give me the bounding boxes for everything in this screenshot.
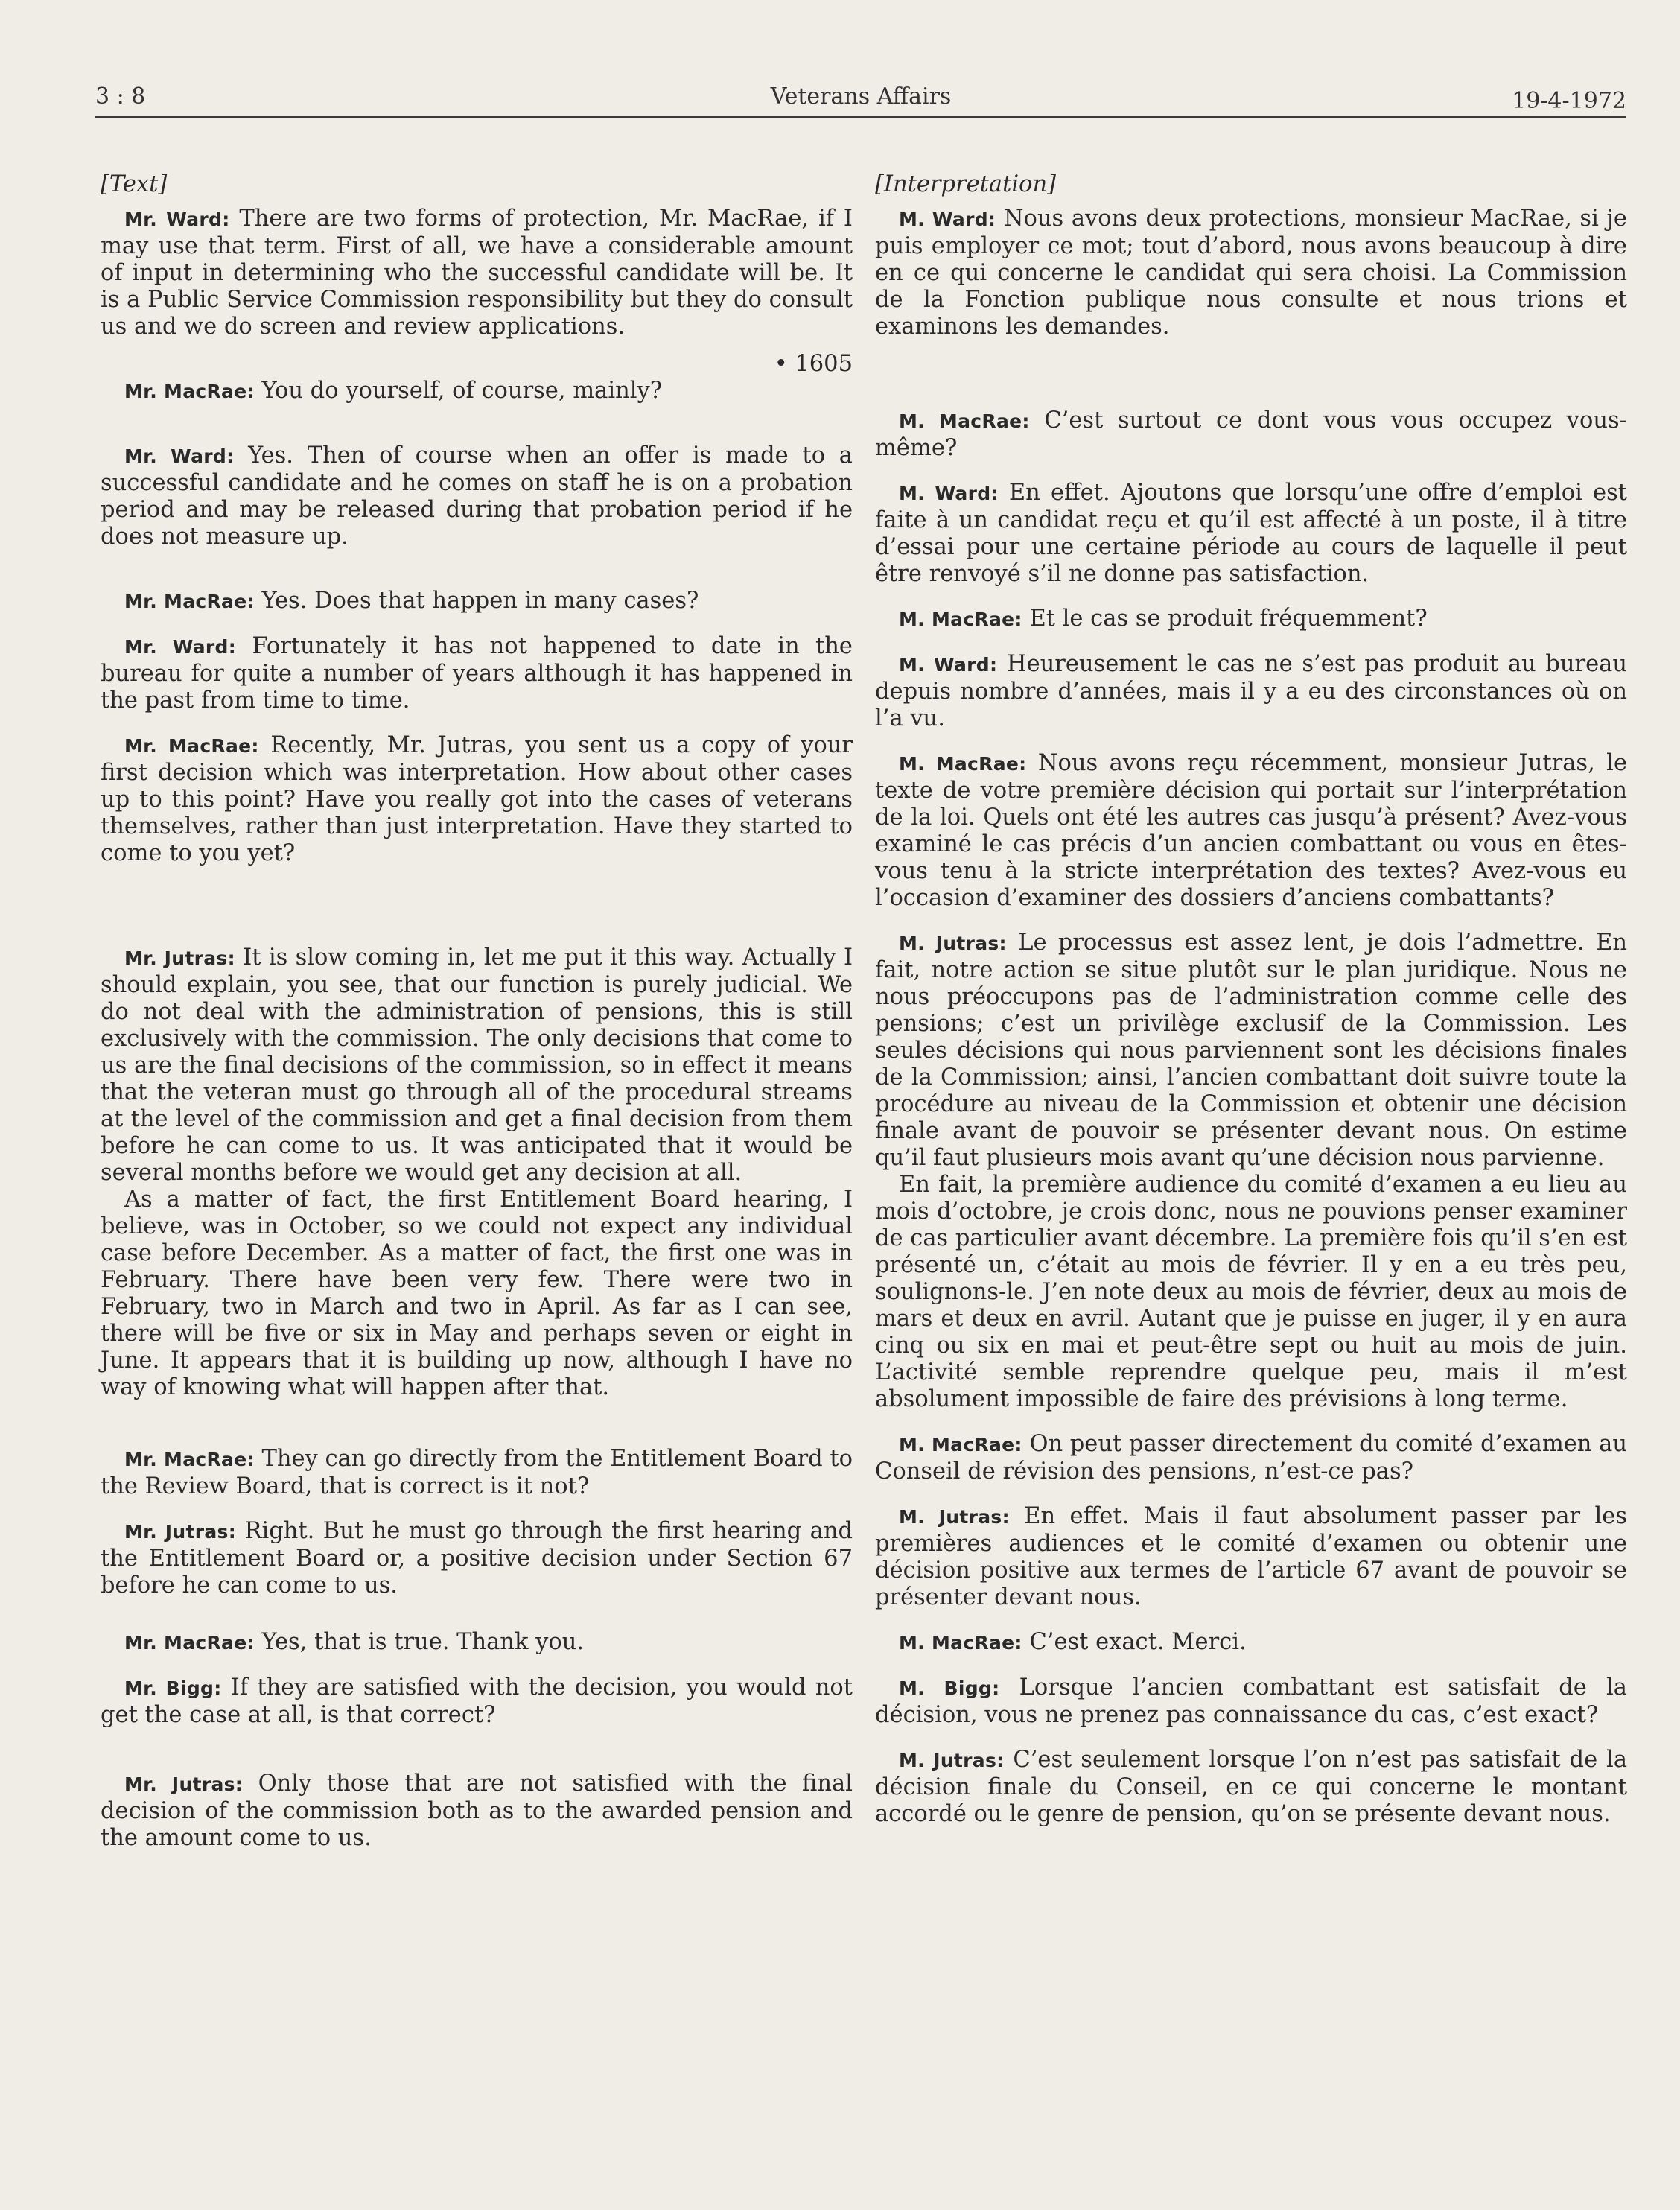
speaker-name: Mr. MacRae: (124, 591, 255, 612)
speaker-name: M. Ward: (899, 654, 998, 676)
speaker-name: M. Jutras: (899, 1506, 1010, 1528)
page-number: 3 : 8 (95, 83, 146, 109)
entry (875, 1503, 1627, 1611)
entry (875, 930, 1627, 1172)
speech-text: Lorsque l’ancien combattant est satisfait de la décision, vous ne prenez pas connaissance du cas, c’est exact? (875, 1674, 1627, 1728)
left-column-english (101, 165, 853, 2117)
speech-text: Right. But he must go through the first hearing and the Entitlement Board or, a positive decision under Section 67 before he can come to us. (101, 1518, 853, 1598)
entry (101, 1771, 853, 1852)
continuation-paragraph: As a matter of fact, the first Entitlement Board hearing, I believe, was in October, so we could not expect any individual case before December. As a matter of fact, the first one was in February. There have been very few. There were two in February, two in March and two in April. As far as I can see, there will be five or six in May and perhaps seven or eight in June. It appears that it is building up now, although I have no way of knowing what will happen after that. (101, 1187, 853, 1400)
speaker-name: Mr. Jutras: (124, 1521, 237, 1543)
entry (101, 206, 853, 340)
entry (875, 480, 1627, 588)
speaker-name: M. Ward: (899, 209, 996, 230)
speech-text: Fortunately it has not happened to date in the bureau for quite a number of years although it has happened in the past from time to time. (101, 633, 853, 714)
entry (101, 732, 853, 867)
speech-text: You do yourself, of course, mainly? (261, 378, 663, 404)
speech-text: Yes. Then of course when an offer is made to a successful candidate and he comes on staff he is on a probation period and may be released during that probation period if he does not measure up. (101, 442, 853, 550)
entry (875, 407, 1627, 462)
speech-text: En effet. Mais il faut absolument passer par les premières audiences et le comité d’examen ou obtenir une décision positive aux termes de l’article 67 avant de pouvoir se présenter devant nous. (875, 1503, 1627, 1610)
entry (875, 606, 1627, 633)
speaker-name: Mr. MacRae: (124, 735, 259, 757)
speaker-name: M. Jutras: (899, 1750, 1005, 1771)
speaker-name: M. MacRae: (899, 410, 1030, 432)
entry (875, 1629, 1627, 1657)
speaker-name: Mr. Ward: (124, 209, 230, 230)
speech-text: C’est seulement lorsque l’on n’est pas satisfait de la décision finale du Conseil, en ce qui concerne le montant accordé ou le genre de pension, qu’on se présente devant nous. (875, 1747, 1627, 1827)
speaker-name: Mr. Bigg: (124, 1677, 222, 1699)
right-column-french (875, 165, 1627, 2117)
entry (875, 1747, 1627, 1828)
speech-text: Nous avons reçu récemment, monsieur Jutras, le texte de votre première décision qui portait sur l’interprétation de la loi. Quels ont été les autres cas jusqu’à présent? Avez-vous examiné le cas précis d’un ancien combattant ou vous en êtes-vous tenu à la stricte interprétation des textes? Avez-vous eu l’occasion d’examiner des dossiers d’anciens combattants? (875, 750, 1627, 911)
entry (101, 1518, 853, 1599)
speaker-name: M. MacRae: (899, 1434, 1022, 1455)
speech-text: C’est surtout ce dont vous vous occupez vous-même? (875, 407, 1627, 461)
speech-text: Nous avons deux protections, monsieur MacRae, si je puis employer ce mot; tout d’abord, nous avons beaucoup à dire en ce qui concerne le candidat qui sera choisi. La Commission de la Fonction publique nous consulte et nous trions et examinons les demandes. (875, 206, 1627, 340)
entry (101, 944, 853, 1187)
speaker-name: M. Ward: (899, 483, 999, 504)
speaker-name: Mr. Jutras: (124, 1774, 244, 1795)
speaker-name: Mr. MacRae: (124, 1632, 255, 1654)
speaker-name: M. MacRae: (899, 753, 1027, 775)
entry (875, 206, 1627, 340)
page-header (95, 80, 1626, 118)
speaker-name: Mr. MacRae: (124, 1449, 255, 1470)
header-date: 19-4-1972 (1512, 88, 1626, 114)
speech-text: C’est exact. Merci. (1029, 1629, 1247, 1655)
speaker-name: Mr. Ward: (124, 445, 235, 467)
speech-text: Only those that are not satisfied with the final decision of the commission both as to the awarded pension and the amount come to us. (101, 1771, 853, 1851)
speech-text: Et le cas se produit fréquemment? (1029, 606, 1428, 632)
speaker-name: M. MacRae: (899, 609, 1022, 630)
speech-text: En effet. Ajoutons que lorsqu’une offre d’emploi est faite à un candidat reçu et qu’il est affecté à un poste, il à titre d’essai pour une certaine période au cours de laquelle il peut être renvoyé s’il ne donne pas satisfaction. (875, 480, 1627, 587)
speech-text: They can go directly from the Entitlement Board to the Review Board, that is correct is it not? (101, 1446, 853, 1499)
speech-text: Le processus est assez lent, je dois l’admettre. En fait, notre action se situe plutôt sur le plan juridique. Nous ne nous préoccupons pas de l’administration comme celle des pensions; c’est un privilège exclusif de la Commission. Les seules décisions qui nous parviennent sont les décisions finales de la Commission; ainsi, l’ancien combattant doit suivre toute la procédure au niveau de la Commission et obtenir une décision finale avant de pouvoir se présenter devant nous. On estime qu’il faut plusieurs mois avant qu’une décision nous parvienne. (875, 930, 1627, 1171)
speech-text: Yes. Does that happen in many cases? (261, 588, 699, 614)
speech-text: It is slow coming in, let me put it this way. Actually I should explain, you see, that our function is purely judicial. We do not deal with the administration of pensions, this is still exclusively with the commission. The only decisions that come to us are the final decisions of the commission, so in effect it means that the veteran must go through all of the procedural streams at the level of the commission and get a final decision from them before he can come to us. It was anticipated that it would be several months before we would get any decision at all. (101, 944, 853, 1186)
speaker-name: Mr. MacRae: (124, 381, 255, 402)
speech-text: On peut passer directement du comité d’examen au Conseil de révision des pensions, n’est-ce pas? (875, 1431, 1627, 1485)
speaker-name: M. MacRae: (899, 1632, 1022, 1654)
entry (875, 651, 1627, 732)
continuation-paragraph: En fait, la première audience du comité d’examen a eu lieu au mois d’octobre, je crois donc, nous ne pouvions penser examiner de cas particulier avant décembre. La première fois qu’il s’en est présenté un, c’était au mois de février. Il y en a eu très peu, soulignons-le. J’en note deux au mois de février, deux au mois de mars et deux en avril. Autant que je puisse en juger, il y en aura cinq ou six en mai et peut-être sept ou huit au mois de juin. L’activité semble reprendre quelque peu, mais il m’est absolument impossible de faire des prévisions à long terme. (875, 1172, 1627, 1412)
entry (875, 1674, 1627, 1729)
entry (101, 378, 853, 405)
speech-text: Heureusement le cas ne s’est pas produit au bureau depuis nombre d’années, mais il y a eu des circonstances où on l’a vu. (875, 651, 1627, 731)
speech-text: Yes, that is true. Thank you. (261, 1629, 585, 1655)
entry (101, 588, 853, 615)
entry (101, 1674, 853, 1729)
time-marker: • 1605 (774, 351, 853, 377)
speech-text: There are two forms of protection, Mr. MacRae, if I may use that term. First of all, we have a considerable amount of input in determining who the successful candidate will be. It is a Public Service Commission responsibility but they do consult us and we do screen and review applications. (101, 206, 853, 340)
entry (101, 442, 853, 550)
entry (101, 633, 853, 714)
speaker-name: Mr. Jutras: (124, 947, 235, 969)
entry (875, 750, 1627, 912)
entry (101, 1629, 853, 1657)
speech-text: Recently, Mr. Jutras, you sent us a copy of your first decision which was interpretation. How about other cases up to this point? Have you really got into the cases of veterans themselves, rather than just interpretation. Have they started to come to you yet? (101, 732, 853, 866)
speaker-name: Mr. Ward: (124, 636, 237, 658)
running-title: Veterans Affairs (770, 83, 952, 109)
speech-text: If they are satisfied with the decision, you would not get the case at all, is that correct? (101, 1674, 853, 1728)
entry (875, 1431, 1627, 1485)
entry (101, 1446, 853, 1500)
speaker-name: M. Bigg: (899, 1677, 1000, 1699)
section-label: [Text] (101, 171, 168, 197)
section-label: [Interpretation] (875, 171, 1056, 197)
speaker-name: M. Jutras: (899, 933, 1007, 954)
